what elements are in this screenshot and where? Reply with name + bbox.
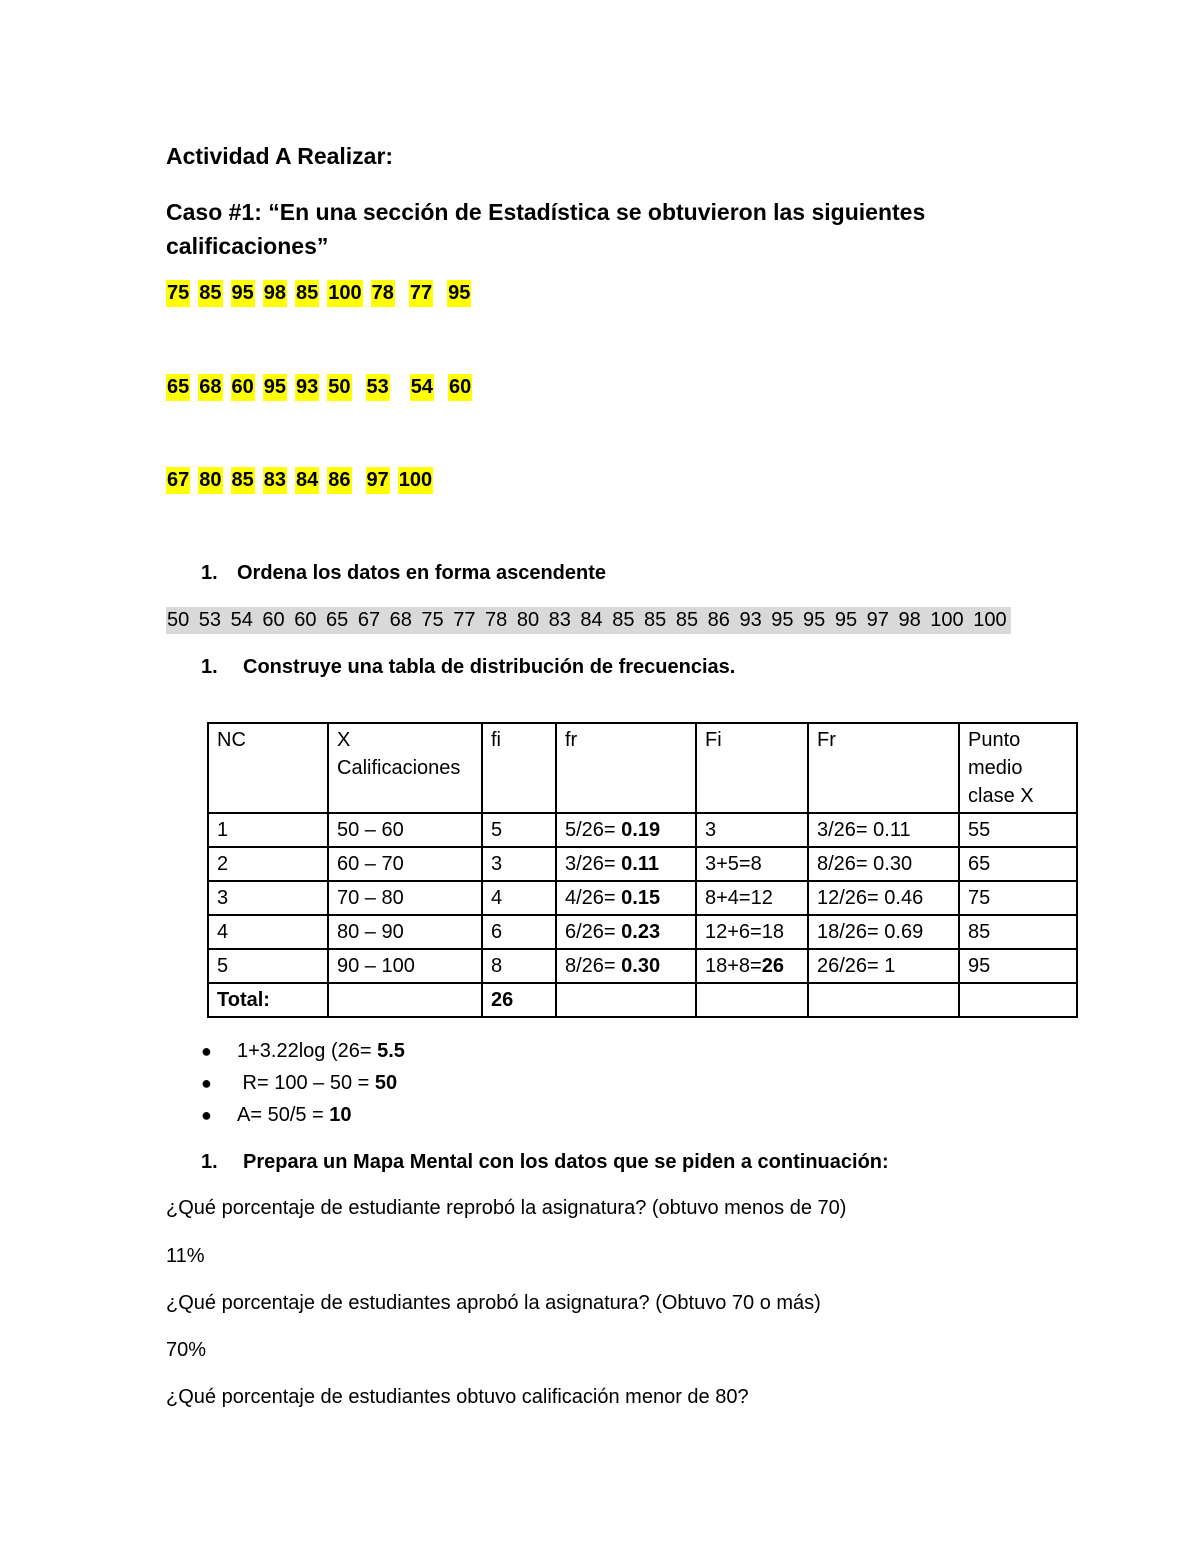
cell-fi: 8 — [482, 949, 556, 983]
grade-value: 93 — [295, 374, 319, 401]
bullet-item — [201, 1072, 397, 1095]
step-label: Construye una tabla de distribución de frecuencias. — [243, 656, 736, 678]
grade-value: 77 — [409, 280, 433, 307]
answer-2: 70% — [166, 1339, 207, 1361]
cell-fr — [556, 915, 696, 949]
answer-1: 11% — [166, 1245, 205, 1267]
cell-pm: 85 — [959, 915, 1077, 949]
cell-pm: 65 — [959, 847, 1077, 881]
cell-pm: 75 — [959, 881, 1077, 915]
bullet-item — [201, 1104, 352, 1127]
cell-Fi — [696, 915, 808, 949]
grade-value: 53 — [366, 374, 390, 401]
table-row — [208, 881, 1077, 915]
header-x-line1: X — [337, 729, 351, 751]
grade-value: 75 — [166, 280, 190, 307]
cell-x: 50 – 60 — [328, 813, 482, 847]
cell-Fr: 12/26= 0.46 — [808, 881, 959, 915]
empty-cell — [328, 983, 482, 1017]
bullet-text: A= 50/5 = — [237, 1104, 330, 1126]
grades-row-3 — [166, 467, 433, 494]
cell-Fr: 18/26= 0.69 — [808, 915, 959, 949]
bullet-result: 10 — [329, 1104, 352, 1126]
cell-x: 70 – 80 — [328, 881, 482, 915]
cell-fr — [556, 847, 696, 881]
fr-fraction: 5/26= — [565, 819, 622, 841]
header-x — [328, 723, 482, 813]
header-Fr: Fr — [808, 723, 959, 813]
step-2-heading — [201, 656, 735, 679]
cell-x: 80 – 90 — [328, 915, 482, 949]
header-punto-medio — [959, 723, 1077, 813]
grade-value: 95 — [447, 280, 471, 307]
grade-value: 85 — [198, 280, 222, 307]
header-fr: fr — [556, 723, 696, 813]
bullet-text: R= 100 – 50 = — [237, 1072, 375, 1094]
cell-fr — [556, 949, 696, 983]
table-row — [208, 949, 1077, 983]
empty-cell — [808, 983, 959, 1017]
case-statement — [166, 195, 925, 263]
cell-nc: 2 — [208, 847, 328, 881]
grade-value: 95 — [263, 374, 287, 401]
fr-fraction: 6/26= — [565, 921, 622, 943]
step-label: Ordena los datos en forma ascendente — [237, 562, 606, 584]
step-3-heading — [201, 1151, 889, 1174]
bullet-item — [201, 1040, 405, 1063]
grade-value: 85 — [295, 280, 319, 307]
step-number: 1. — [201, 656, 218, 678]
cell-Fr: 3/26= 0.11 — [808, 813, 959, 847]
table-row — [208, 813, 1077, 847]
fr-result: 0.15 — [621, 887, 661, 909]
grade-value: 100 — [327, 280, 362, 307]
grade-value: 68 — [198, 374, 222, 401]
grade-value: 80 — [198, 467, 222, 494]
cell-Fi — [696, 881, 808, 915]
cell-fi: 4 — [482, 881, 556, 915]
grade-value: 65 — [166, 374, 190, 401]
cell-Fi — [696, 949, 808, 983]
case-line-1: Caso #1: “En una sección de Estadística se obtuvieron las siguientes — [166, 199, 926, 225]
Fi-sum: 3 — [705, 819, 717, 841]
Fi-result: 26 — [761, 955, 784, 977]
header-pm-line1: Punto — [968, 729, 1021, 751]
fr-fraction: 4/26= — [565, 887, 622, 909]
grade-value: 98 — [263, 280, 287, 307]
cell-nc: 5 — [208, 949, 328, 983]
bullet-result: 5.5 — [377, 1040, 405, 1062]
cell-fr — [556, 813, 696, 847]
grade-value: 78 — [371, 280, 395, 307]
total-fi — [482, 983, 556, 1017]
cell-Fi — [696, 813, 808, 847]
fr-fraction: 3/26= — [565, 853, 622, 875]
page-title: Actividad A Realizar: — [166, 143, 394, 169]
cell-nc: 3 — [208, 881, 328, 915]
empty-cell — [959, 983, 1077, 1017]
cell-Fi — [696, 847, 808, 881]
table-row — [208, 915, 1077, 949]
total-label-text: Total: — [217, 989, 270, 1011]
step-label: Prepara un Mapa Mental con los datos que se piden a continuación: — [243, 1151, 889, 1173]
header-Fi: Fi — [696, 723, 808, 813]
cell-pm: 95 — [959, 949, 1077, 983]
table-header-row — [208, 723, 1077, 813]
header-pm-line2: medio — [968, 757, 1023, 779]
grade-value: 83 — [263, 467, 287, 494]
Fi-sum: 12+6=18 — [705, 921, 784, 943]
cell-fi: 6 — [482, 915, 556, 949]
cell-nc: 4 — [208, 915, 328, 949]
cell-fi: 5 — [482, 813, 556, 847]
Fi-sum: 8+4=12 — [705, 887, 773, 909]
step-number: 1. — [201, 1151, 218, 1173]
question-3: ¿Qué porcentaje de estudiantes obtuvo calificación menor de 80? — [166, 1386, 749, 1408]
grade-value: 95 — [231, 280, 255, 307]
grades-row-1 — [166, 280, 471, 307]
fr-result: 0.11 — [621, 853, 659, 875]
fr-result: 0.23 — [621, 921, 661, 943]
grade-value: 60 — [231, 374, 255, 401]
total-fi-value: 26 — [491, 989, 514, 1011]
cell-Fr: 26/26= 1 — [808, 949, 959, 983]
table-total-row — [208, 983, 1077, 1017]
grade-value: 67 — [166, 467, 190, 494]
grade-value: 50 — [327, 374, 351, 401]
bullet-result: 50 — [374, 1072, 398, 1094]
table-row — [208, 847, 1077, 881]
cell-pm: 55 — [959, 813, 1077, 847]
grades-row-2 — [166, 374, 472, 401]
question-1: ¿Qué porcentaje de estudiante reprobó la asignatura? (obtuvo menos de 70) — [166, 1197, 847, 1219]
bullet-icon: ● — [201, 1073, 212, 1093]
header-nc: NC — [208, 723, 328, 813]
header-pm-line3: clase X — [968, 785, 1034, 807]
Fi-sum: 3+5=8 — [705, 853, 762, 875]
step-number: 1. — [201, 562, 218, 584]
frequency-table — [207, 722, 1078, 1018]
cell-x: 60 – 70 — [328, 847, 482, 881]
grade-value: 54 — [410, 374, 434, 401]
empty-cell — [696, 983, 808, 1017]
empty-cell — [556, 983, 696, 1017]
cell-fr — [556, 881, 696, 915]
step-1-heading — [201, 562, 606, 585]
grade-value: 100 — [398, 467, 433, 494]
header-fi: fi — [482, 723, 556, 813]
grade-value: 86 — [327, 467, 351, 494]
cell-fi: 3 — [482, 847, 556, 881]
question-2: ¿Qué porcentaje de estudiantes aprobó la asignatura? (Obtuvo 70 o más) — [166, 1292, 821, 1314]
fr-result: 0.19 — [621, 819, 661, 841]
grade-value: 97 — [366, 467, 390, 494]
grade-value: 85 — [231, 467, 255, 494]
header-x-line2: Calificaciones — [337, 757, 461, 779]
fr-result: 0.30 — [621, 955, 661, 977]
grade-value: 84 — [295, 467, 319, 494]
grade-value: 60 — [448, 374, 472, 401]
cell-nc: 1 — [208, 813, 328, 847]
bullet-icon: ● — [201, 1105, 212, 1125]
Fi-sum: 18+8= — [705, 955, 762, 977]
fr-fraction: 8/26= — [565, 955, 622, 977]
sorted-data: 50 53 54 60 60 65 67 68 75 77 78 80 83 84 85 85 85 86 93 95 95 95 97 98 100 100 — [166, 607, 1011, 634]
cell-x: 90 – 100 — [328, 949, 482, 983]
cell-Fr: 8/26= 0.30 — [808, 847, 959, 881]
bullet-text: 1+3.22log (26= — [237, 1040, 378, 1062]
bullet-icon: ● — [201, 1041, 212, 1061]
case-line-2: calificaciones” — [166, 233, 329, 259]
total-label — [208, 983, 328, 1017]
